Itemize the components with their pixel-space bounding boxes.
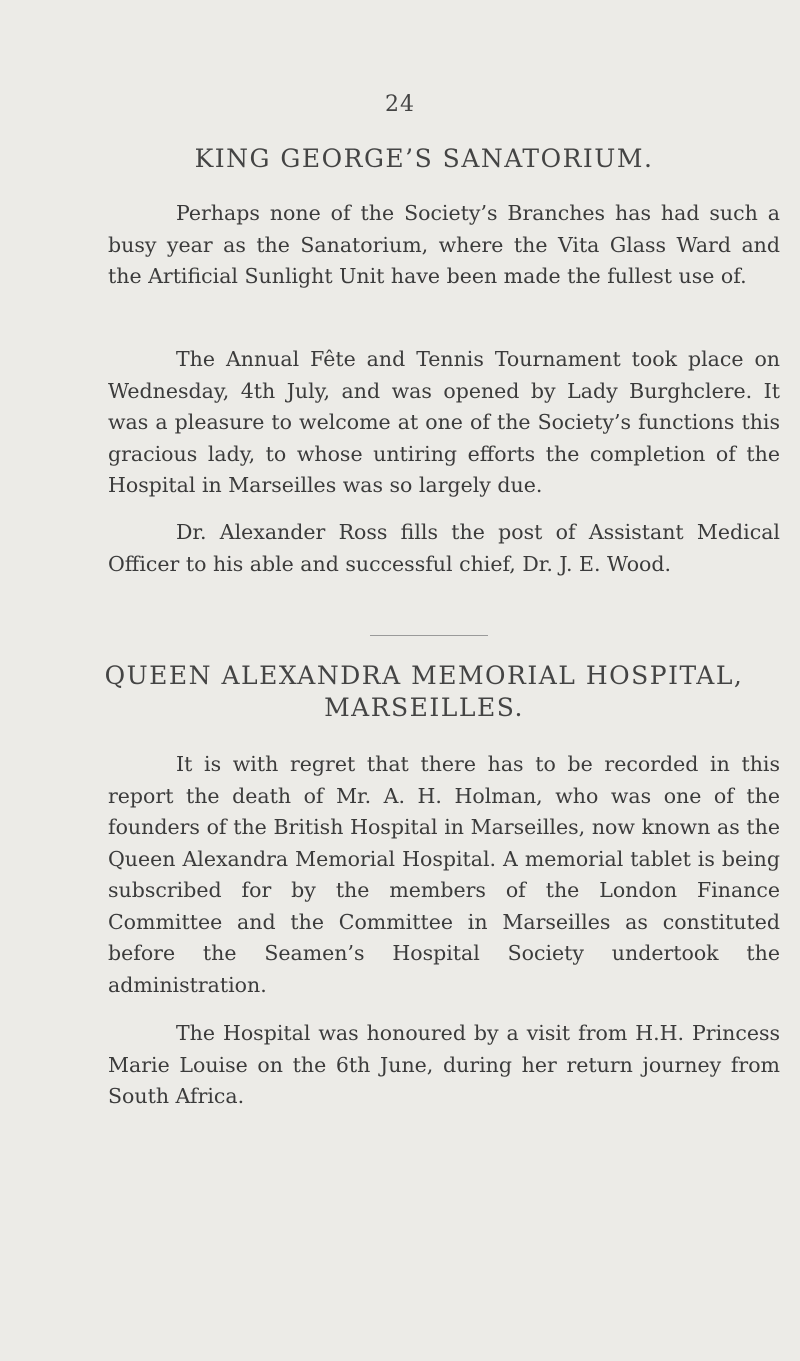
section-divider — [370, 635, 488, 636]
section-heading-marseilles-line1: QUEEN ALEXANDRA MEMORIAL HOSPITAL, — [104, 661, 744, 690]
marseilles-paragraph-2-block — [108, 1018, 780, 1113]
marseilles-paragraph-2: The Hospital was honoured by a visit from H.H. Princess Marie Louise on the 6th June, during her return journey from South Africa. — [108, 1021, 780, 1108]
marseilles-paragraph-1-block — [108, 749, 780, 1001]
sanatorium-paragraph-3-block — [108, 517, 780, 580]
section-heading-sanatorium: KING GEORGE’S SANATORIUM. — [194, 144, 654, 173]
page-number: 24 — [385, 92, 415, 117]
sanatorium-paragraph-2-block — [108, 344, 780, 502]
section-sanatorium — [108, 143, 780, 175]
section-heading-marseilles-line2: MARSEILLES. — [324, 693, 524, 722]
sanatorium-paragraph-1: Perhaps none of the Society’s Branches has had such a busy year as the Sanatorium, where the Vita Glass Ward and the Artificial Sunlight Unit have been made the fullest use of. — [108, 201, 780, 288]
sanatorium-paragraph-2: The Annual Fête and Tennis Tournament took place on Wednesday, 4th July, and was opened by Lady Burghclere. It was a pleasure to welcome at one of the Society’s functions this gracious lady, to whose untiring efforts the completion of the Hospital in Marseilles was so largely due. — [108, 347, 780, 497]
marseilles-paragraph-1: It is with regret that there has to be recorded in this report the death of Mr. A. H. Holman, who was one of the founders of the British Hospital in Marseilles, now known as the Queen Alexandra Memorial Hospital. A memorial tablet is being subscribed for by the members of the London Finance Committee and the Committee in Marseilles as constituted before the Seamen’s Hospital Society undertook the administration. — [108, 752, 780, 997]
section-marseilles-heading — [104, 660, 780, 724]
sanatorium-paragraph-3: Dr. Alexander Ross fills the post of Assistant Medical Officer to his able and successful chief, Dr. J. E. Wood. — [108, 520, 780, 576]
sanatorium-paragraph-1-block — [108, 198, 780, 293]
